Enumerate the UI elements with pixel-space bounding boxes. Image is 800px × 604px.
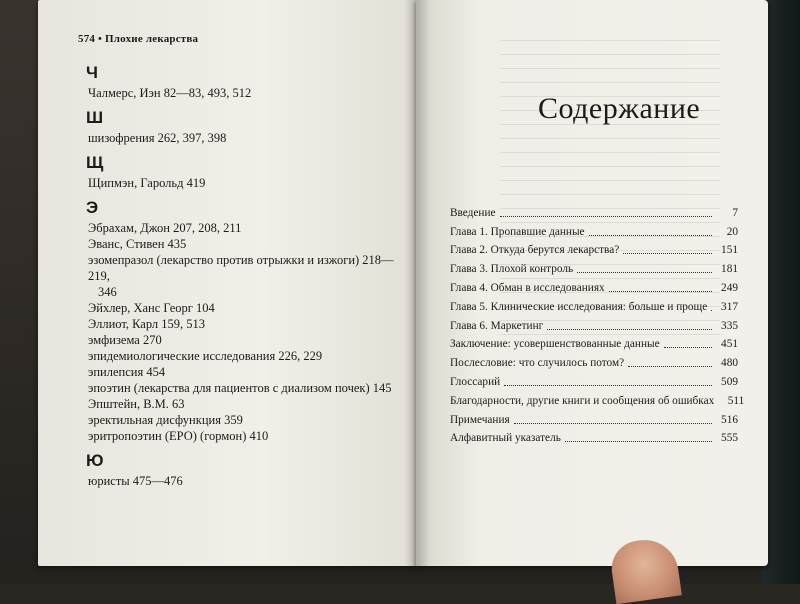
toc-row [450,259,738,278]
toc-row [450,353,738,372]
index-entry: эритропоэтин (ЕРО) (гормон) 410 [88,429,269,443]
index-letter: Ч [86,63,98,82]
index-entry: 346 [98,285,117,299]
toc-page-number: 181 [721,263,738,276]
toc-row [450,241,738,260]
index-entry: юристы 475—476 [88,474,183,488]
index-entry: шизофрения 262, 397, 398 [88,131,227,145]
toc-leader-dots [577,271,712,273]
alphabetical-index [88,56,406,489]
index-entry: Щипмэн, Гарольд 419 [88,176,206,190]
book-gutter [404,0,430,566]
toc-leader-dots [500,215,712,217]
index-entry: эпилепсия 454 [88,365,166,379]
toc-row [450,203,738,222]
index-entry: Эванс, Стивен 435 [88,237,187,251]
index-letter: Щ [86,153,104,172]
toc-label: Глава 1. Пропавшие данные [450,225,585,238]
toc-page-number: 480 [721,357,738,370]
toc-label: Примечания [450,413,510,426]
toc-label: Глава 3. Плохой контроль [450,263,574,276]
toc-row [450,316,738,335]
toc-leader-dots [623,252,712,254]
toc-page-number: 335 [721,319,738,332]
toc-row [450,429,738,448]
toc-label: Глоссарий [450,375,501,388]
toc-page-number: 555 [721,432,738,445]
toc-page-number: 249 [721,281,738,294]
toc-label: Послесловие: что случилось потом? [450,357,625,370]
toc-page-number: 20 [726,225,738,238]
index-entry: Эбрахам, Джон 207, 208, 211 [88,221,242,235]
toc-page-number: 516 [721,413,738,426]
index-entry: эректильная дисфункция 359 [88,413,243,427]
toc-row [450,335,738,354]
index-entry: Эйхлер, Ханс Георг 104 [88,301,215,315]
index-letter: Э [86,198,99,217]
toc-title: Содержание [538,92,701,125]
toc-leader-dots [609,290,712,292]
toc-leader-dots [547,328,712,330]
toc-label: Глава 6. Маркетинг [450,319,544,332]
toc-row [450,278,738,297]
index-entry: Эллиот, Карл 159, 513 [88,317,206,331]
toc-label: Введение [450,206,496,219]
toc-label: Глава 4. Обман в исследованиях [450,281,605,294]
toc-leader-dots [711,309,712,311]
toc-label: Заключение: усовершенствованные данные [450,338,660,351]
toc-page-number: 511 [727,394,745,407]
toc-leader-dots [514,422,712,424]
toc-page-number: 317 [721,300,738,313]
toc-leader-dots [589,234,712,236]
toc-leader-dots [664,346,712,348]
toc-row [450,297,738,316]
index-entry: эмфизема 270 [88,333,162,347]
index-entry: эзомепразол (лекарство против отрыжки и изжоги) 218—219, [88,253,394,283]
toc-label: Благодарности, другие книги и сообщения об ошибках [450,394,715,407]
toc-row [450,391,745,410]
index-letter: Ш [86,108,104,127]
running-head: 574 • Плохие лекарства [78,33,199,45]
toc-label: Алфавитный указатель [450,432,561,445]
toc-page-number: 7 [732,206,738,219]
toc-leader-dots [504,384,712,386]
index-entry: Чалмерс, Иэн 82—83, 493, 512 [88,86,252,100]
toc-label: Глава 2. Откуда берутся лекарства? [450,244,620,257]
toc-row [450,372,738,391]
toc-page-number: 509 [721,375,738,388]
toc-leader-dots [565,440,712,442]
index-entry: Эпштейн, В.М. 63 [88,397,185,411]
index-entry: эпоэтин (лекарства для пациентов с диализом почек) 145 [88,381,392,395]
toc-leader-dots [628,365,712,367]
toc-label: Глава 5. Клинические исследования: больше и проще [450,300,708,313]
toc-row [450,222,738,241]
toc-page-number: 451 [721,338,738,351]
toc-page-number: 151 [721,244,738,257]
index-entry: эпидемиологические исследования 226, 229 [88,349,323,363]
table-of-contents [450,203,745,447]
toc-row [450,410,738,429]
index-letter: Ю [86,451,104,470]
